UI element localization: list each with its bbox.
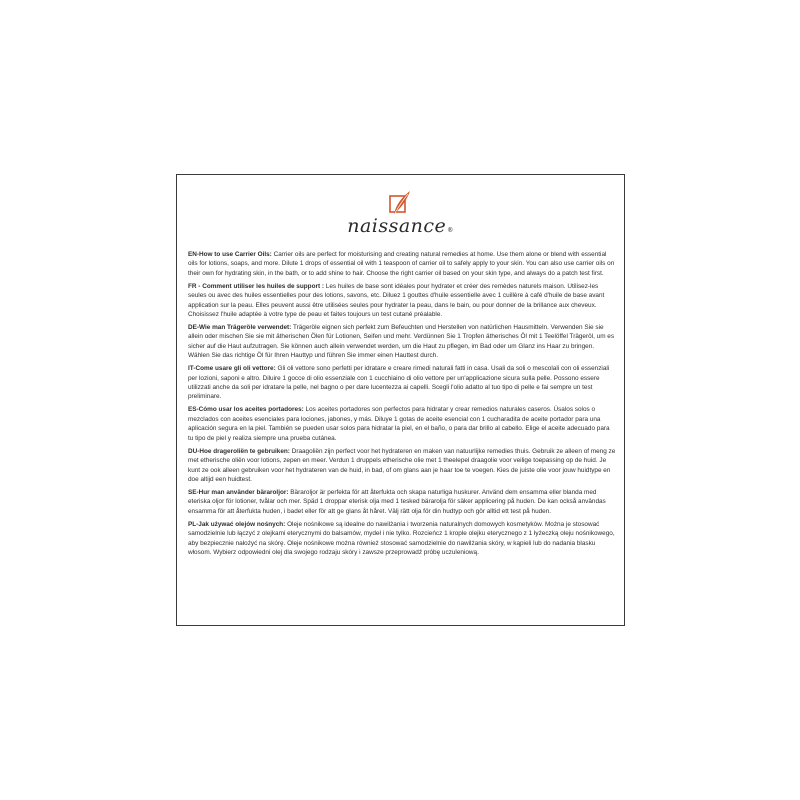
brand-name: naissance — [347, 215, 447, 237]
leaf-n-logo-icon — [387, 189, 413, 217]
section-heading: DE-Wie man Trägeröle verwendet: — [188, 324, 292, 332]
section-pl — [188, 520, 616, 558]
registered-mark: ® — [447, 227, 454, 234]
section-fr — [188, 282, 616, 320]
section-de — [188, 323, 616, 361]
section-heading: SE-Hur man använder bäraroljor: — [188, 488, 289, 496]
section-text: Bäraroljor är perfekta för att återfukta och skapa naturliga huskurer. Använd dem ensamma eller blanda med eteriska oljor för lotioner, tvålar och mer. Späd 1 droppar eterisk olja med 1 tesked bärarolja för säker applicering på huden. De kan också användas ensamma för att återfukta huden, i badet eller för att ge glans åt håret. Välj rätt olja för din hudtyp och gör alltid ett test på huden. — [188, 488, 606, 515]
section-text: Trägeröle eignen sich perfekt zum Befeuchten und Herstellen von natürlichen Hausmitteln. Verwenden Sie sie allein oder mischen Sie sie mit ätherischen Ölen für Lotionen, Seifen und mehr. Verdünnen Sie 1 Tropfen ätherisches Öl mit 1 Teelöffel Trägeröl, um es sicher auf die Haut aufzutragen. Sie können auch allein verwendet werden, um die Haut zu pflegen, im Bad oder um Glanz ins Haar zu bringen. Wählen Sie das richtige Öl für Ihren Hauttyp und führen Sie immer einen Hauttest durch. — [188, 324, 615, 360]
section-it — [188, 364, 616, 402]
section-heading: IT-Come usare gli oli vettore: — [188, 365, 276, 373]
instructions-body — [188, 250, 616, 561]
section-en — [188, 250, 616, 278]
instruction-card — [176, 174, 625, 626]
section-heading: ES-Cómo usar los aceites portadores: — [188, 406, 304, 414]
section-text: Los aceites portadores son perfectos para hidratar y crear remedios naturales caseros. Úsalos solos o mezclados con aceites esenciales para lociones, jabones, y más. Diluye 1 gotas de aceite esencial con 1 cucharadita de aceite portador para una aplicación segura en la piel. También se pueden usar solos para hidratar la piel, en el baño, o para dar brillo al cabello. Elige el aceite adecuado para tu tipo de piel y realiza siempre una prueba cutánea. — [188, 406, 610, 442]
section-heading: FR - Comment utiliser les huiles de support : — [188, 282, 324, 290]
section-text: Les huiles de base sont idéales pour hydrater et créer des remèdes naturels maison. Utilisez-les seules ou avec des huiles essentielles pour des lotions, savons, etc. Diluez 1 gouttes d'huile essentielle avec 1 cuillère à café d'huile de base avant application sur la peau. Elles peuvent aussi être utilisées seules pour hydrater la peau, dans le bain, ou pour donner de la brillance aux cheveux. Choisissez l'huile adaptée à votre type de peau et faites toujours un test cutané préalable. — [188, 282, 605, 319]
section-text: Gli oli vettore sono perfetti per idratare e creare rimedi naturali fatti in casa. Usali da soli o mescolali con oli essenziali per lozioni, saponi e altro. Diluire 1 gocce di olio essenziale con 1 cucchiaino di olio vettore per un'applicazione sicura sulla pelle. Possono essere utilizzati anche da soli per idratare la pelle, nel bagno o per dare lucentezza ai capelli. Scegli l'olio adatto al tuo tipo di pelle e fai sempre un test preliminare. — [188, 365, 610, 401]
section-heading: PL-Jak używać olejów nośnych: — [188, 520, 286, 528]
section-es — [188, 405, 616, 443]
section-text: Draagoliën zijn perfect voor het hydrateren en maken van natuurlijke remedies thuis. Gebruik ze alleen of meng ze met etherische oliën voor lotions, zepen en meer. Verdun 1 druppels etherische olie met 1 theelepel draagolie voor veilige toepassing op de huid. Je kunt ze ook alleen gebruiken voor het hydrateren van de huid, in bad, of om glans aan je haar toe te voegen. Kies de juiste olie voor jouw huidtype en doe altijd een huidtest. — [188, 447, 616, 483]
brand-wordmark — [177, 215, 624, 237]
section-se — [188, 488, 616, 516]
section-text: Oleje nośnikowe są idealne do nawilżania i tworzenia naturalnych domowych kosmetyków. Można je stosować samodzielnie lub łączyć z olejkami eterycznymi do balsamów, mydeł i nie tylko. Rozcieńcz 1 krople olejku eterycznego z 1 łyżeczką oleju nośnikowego, aby bezpiecznie nałożyć na skórę. Oleje nośnikowe można również stosować samodzielnie do nawilżania skóry, w kąpieli lub do nadania blasku włosom. Wybierz odpowiedni olej dla swojego rodzaju skóry i zawsze przeprowadź próbę uczuleniową. — [188, 520, 615, 556]
section-heading: EN-How to use Carrier Oils: — [188, 251, 272, 258]
brand-logo — [177, 189, 624, 249]
section-heading: DU-Hoe drageroliën te gebruiken: — [188, 447, 290, 455]
section-text: Carrier oils are perfect for moisturising and creating natural remedies at home. Use them alone or blend with essential oils for lotions, soaps, and more. Dilute 1 drops of essential oil with 1 teaspoon of carrier oil to safely apply to your skin. You can also use carrier oils on their own for hydrating skin, in the bath, or to add shine to hair. Choose the right carrier oil based on your skin type, and always do a patch test first. — [188, 251, 615, 277]
section-du — [188, 447, 616, 485]
